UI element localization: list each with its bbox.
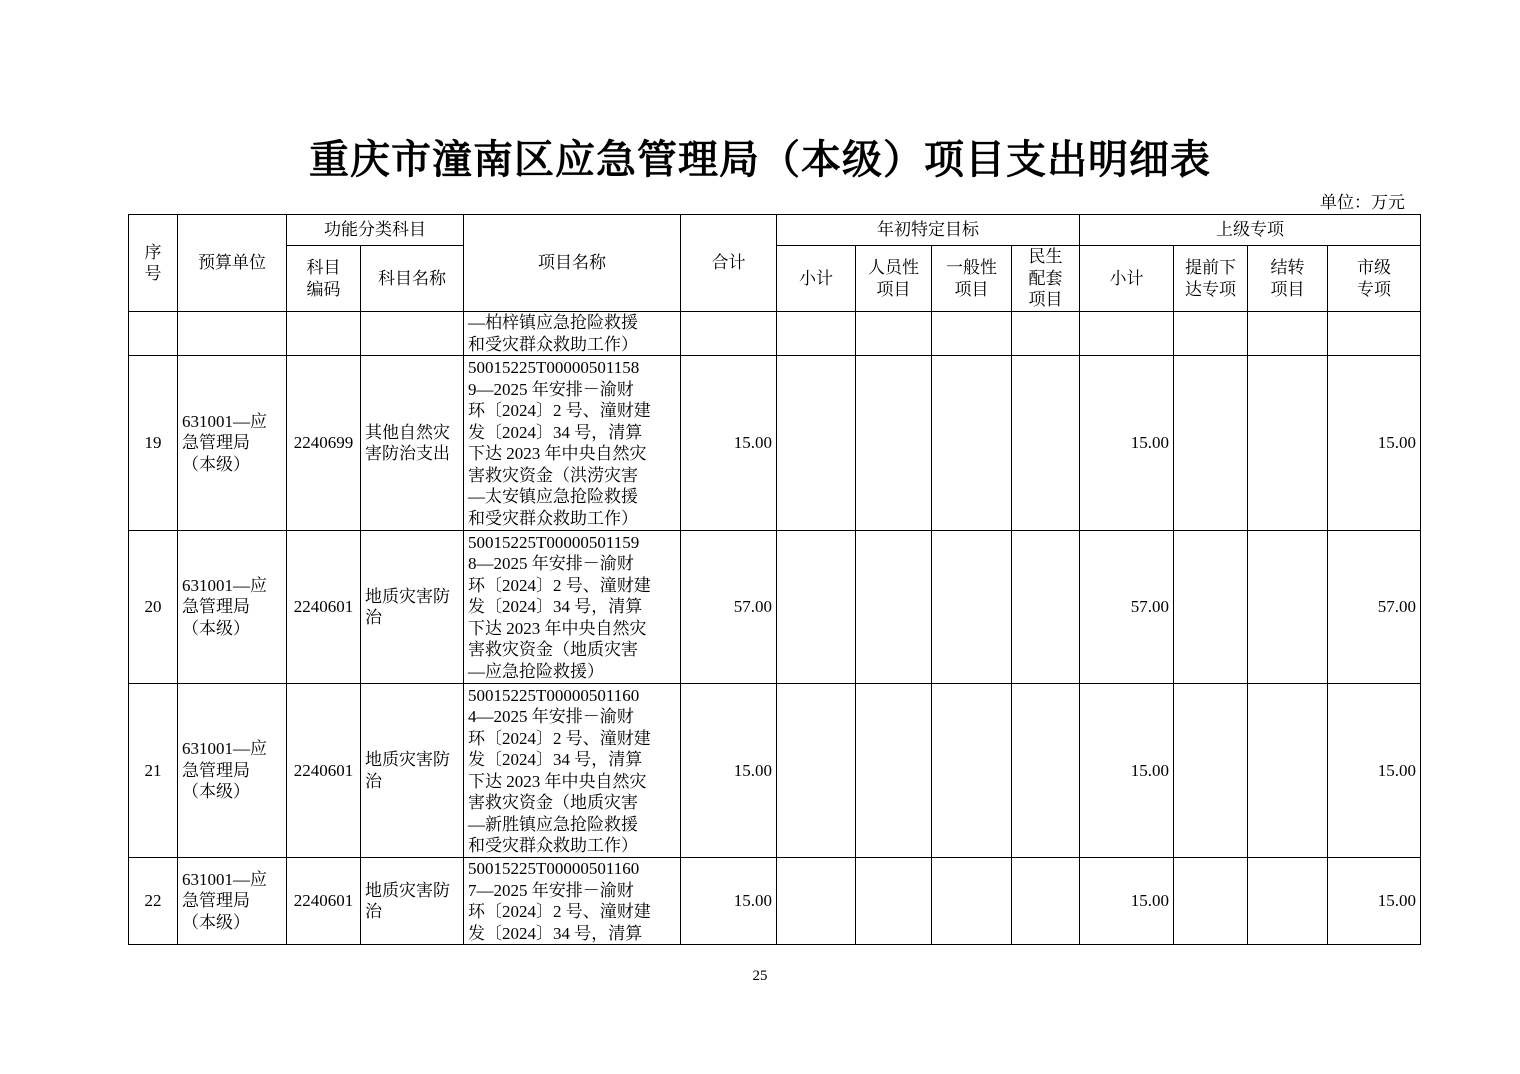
header-function-group: 功能分类科目 [287, 215, 464, 246]
cell-livelihood [1012, 858, 1080, 945]
cell-project: 50015225T00000501159 8—2025 年安排－渝财 环〔2024〕2 号、潼财建 发〔2024〕34 号，清算 下达 2023 年中央自然灾 害救灾资金（地质灾害 —应急抢险救援） [464, 531, 681, 684]
cell-unit: 631001—应 急管理局 （本级） [178, 858, 287, 945]
cell-personnel [856, 356, 932, 531]
cell-personnel [856, 531, 932, 684]
table-row [129, 684, 1421, 858]
page-number: 25 [752, 968, 768, 984]
cell-livelihood [1012, 356, 1080, 531]
header-general: 一般性 项目 [932, 246, 1012, 312]
cell-unit [178, 312, 287, 356]
cell-carryover [1248, 531, 1328, 684]
cell-advance [1174, 858, 1248, 945]
header-subject-name: 科目名称 [361, 246, 464, 312]
cell-livelihood [1012, 684, 1080, 858]
cell-unit: 631001—应 急管理局 （本级） [178, 684, 287, 858]
cell-general [932, 312, 1012, 356]
cell-livelihood [1012, 531, 1080, 684]
cell-carryover [1248, 858, 1328, 945]
cell-seq: 22 [129, 858, 178, 945]
cell-seq [129, 312, 178, 356]
cell-code: 2240699 [287, 356, 361, 531]
header-superior-group: 上级专项 [1080, 215, 1421, 246]
cell-general [932, 684, 1012, 858]
cell-municipal [1328, 312, 1421, 356]
cell-personnel [856, 684, 932, 858]
cell-superior-subtotal: 57.00 [1080, 531, 1174, 684]
cell-advance [1174, 356, 1248, 531]
header-project-name: 项目名称 [464, 215, 681, 312]
cell-municipal: 57.00 [1328, 531, 1421, 684]
cell-annual-subtotal [777, 531, 856, 684]
header-subject-code: 科目 编码 [287, 246, 361, 312]
header-budget-unit: 预算单位 [178, 215, 287, 312]
header-personnel: 人员性 项目 [856, 246, 932, 312]
unit-label: 单位：万元 [1320, 193, 1405, 213]
cell-advance [1174, 531, 1248, 684]
cell-subject: 地质灾害防 治 [361, 684, 464, 858]
cell-unit: 631001—应 急管理局 （本级） [178, 531, 287, 684]
table-row [129, 531, 1421, 684]
cell-personnel [856, 858, 932, 945]
header-advance: 提前下 达专项 [1174, 246, 1248, 312]
table-row [129, 858, 1421, 945]
cell-annual-subtotal [777, 684, 856, 858]
table-body [129, 312, 1421, 945]
cell-seq: 20 [129, 531, 178, 684]
cell-project: 50015225T00000501160 7—2025 年安排－渝财 环〔2024〕2 号、潼财建 发〔2024〕34 号，清算 [464, 858, 681, 945]
table-row [129, 356, 1421, 531]
cell-code [287, 312, 361, 356]
header-annual-subtotal: 小计 [777, 246, 856, 312]
cell-general [932, 858, 1012, 945]
cell-superior-subtotal: 15.00 [1080, 858, 1174, 945]
cell-advance [1174, 684, 1248, 858]
cell-project: —柏梓镇应急抢险救援 和受灾群众救助工作） [464, 312, 681, 356]
table-header [129, 215, 1421, 312]
header-livelihood: 民生 配套 项目 [1012, 246, 1080, 312]
page-title: 重庆市潼南区应急管理局（本级）项目支出明细表 [309, 136, 1211, 183]
cell-subject: 其他自然灾 害防治支出 [361, 356, 464, 531]
cell-code: 2240601 [287, 684, 361, 858]
cell-unit: 631001—应 急管理局 （本级） [178, 356, 287, 531]
cell-municipal: 15.00 [1328, 356, 1421, 531]
cell-annual-subtotal [777, 356, 856, 531]
cell-subject: 地质灾害防 治 [361, 531, 464, 684]
cell-municipal: 15.00 [1328, 858, 1421, 945]
cell-general [932, 531, 1012, 684]
cell-municipal: 15.00 [1328, 684, 1421, 858]
cell-code: 2240601 [287, 858, 361, 945]
cell-carryover [1248, 356, 1328, 531]
cell-livelihood [1012, 312, 1080, 356]
cell-superior-subtotal: 15.00 [1080, 684, 1174, 858]
cell-annual-subtotal [777, 858, 856, 945]
header-carryover: 结转 项目 [1248, 246, 1328, 312]
cell-project: 50015225T00000501158 9—2025 年安排－渝财 环〔2024〕2 号、潼财建 发〔2024〕34 号，清算 下达 2023 年中央自然灾 害救灾资金（洪涝灾害 —太安镇应急抢险救援 和受灾群众救助工作） [464, 356, 681, 531]
cell-total: 15.00 [681, 356, 777, 531]
header-total: 合计 [681, 215, 777, 312]
cell-total [681, 312, 777, 356]
table-row [129, 312, 1421, 356]
cell-subject: 地质灾害防 治 [361, 858, 464, 945]
cell-annual-subtotal [777, 312, 856, 356]
cell-seq: 19 [129, 356, 178, 531]
cell-total: 57.00 [681, 531, 777, 684]
header-municipal: 市级 专项 [1328, 246, 1421, 312]
cell-code: 2240601 [287, 531, 361, 684]
header-seq: 序 号 [129, 215, 178, 312]
cell-seq: 21 [129, 684, 178, 858]
cell-advance [1174, 312, 1248, 356]
cell-superior-subtotal [1080, 312, 1174, 356]
project-expenditure-table [128, 214, 1421, 945]
cell-superior-subtotal: 15.00 [1080, 356, 1174, 531]
cell-project: 50015225T00000501160 4—2025 年安排－渝财 环〔2024〕2 号、潼财建 发〔2024〕34 号，清算 下达 2023 年中央自然灾 害救灾资金（地质灾害 —新胜镇应急抢险救援 和受灾群众救助工作） [464, 684, 681, 858]
cell-general [932, 356, 1012, 531]
cell-total: 15.00 [681, 858, 777, 945]
header-annual-group: 年初特定目标 [777, 215, 1080, 246]
cell-carryover [1248, 312, 1328, 356]
cell-subject [361, 312, 464, 356]
cell-carryover [1248, 684, 1328, 858]
header-superior-subtotal: 小计 [1080, 246, 1174, 312]
cell-total: 15.00 [681, 684, 777, 858]
cell-personnel [856, 312, 932, 356]
